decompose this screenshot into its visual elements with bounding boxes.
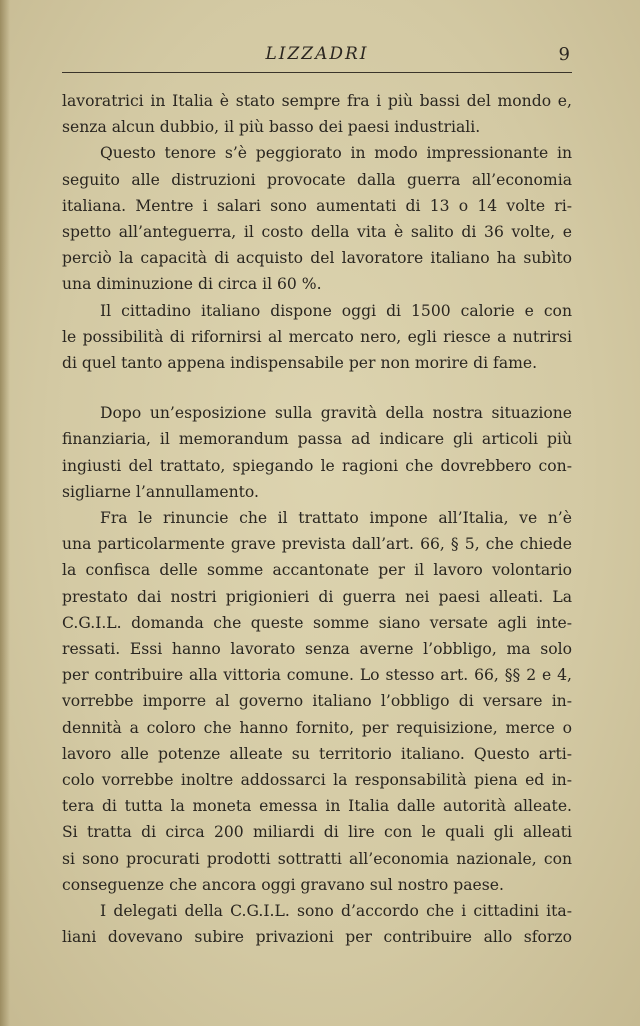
text-line: spetto all’anteguerra, il costo della vita è salito di 36 volte, e	[62, 223, 572, 242]
text-line: conseguenze che ancora oggi gravano sul nostro paese.	[62, 875, 504, 894]
text-line: tera di tutta la moneta emessa in Italia dalle autorità alleate.	[62, 797, 572, 816]
text-line: ressati. Essi hanno lavorato senza averne l’obbligo, ma solo	[62, 640, 572, 659]
text-line: si sono procurati prodotti sottratti all’economia nazionale, con	[62, 849, 572, 868]
text-line: vorrebbe imporre al governo italiano l’obbligo di versare in-	[62, 692, 572, 711]
text-line: ingiusti del trattato, spiegando le ragioni che dovrebbero con-	[62, 456, 572, 475]
text-line: I delegati della C.G.I.L. sono d’accordo che i cittadini ita-	[100, 902, 572, 921]
text-line: le possibilità di rifornirsi al mercato nero, egli riesce a nutrirsi	[62, 327, 572, 346]
paragraph-6	[62, 898, 572, 950]
paragraph-3	[62, 298, 572, 377]
paragraph-4	[62, 400, 572, 505]
text-line: Questo tenore s’è peggiorato in modo impressionante in	[100, 144, 572, 163]
text-line: perciò la capacità di acquisto del lavoratore italiano ha subìto	[62, 249, 572, 268]
paragraph-2	[62, 140, 572, 297]
text-line: Dopo un’esposizione sulla gravità della nostra situazione	[100, 404, 572, 423]
text-line: lavoratrici in Italia è stato sempre fra i più bassi del mondo e,	[62, 92, 572, 110]
text-line: la confisca delle somme accantonate per il lavoro volontario	[62, 561, 572, 580]
text-line: lavoro alle potenze alleate su territorio italiano. Questo arti-	[62, 744, 572, 763]
text-line: finanziaria, il memorandum passa ad indicare gli articoli più	[62, 430, 572, 449]
text-line: sigliarne l’annullamento.	[62, 482, 259, 501]
section-gap	[62, 376, 572, 400]
page-number: 9	[558, 44, 570, 65]
text-line: seguito alle distruzioni provocate dalla guerra all’economia	[62, 170, 572, 189]
body-text	[62, 88, 572, 951]
text-line: una diminuzione di circa il 60 %.	[62, 275, 322, 294]
text-line: Fra le rinuncie che il trattato impone all’Italia, ve n’è	[100, 509, 572, 528]
text-line: una particolarmente grave prevista dall’art. 66, § 5, che chiede	[62, 535, 572, 554]
text-line: italiana. Mentre i salari sono aumentati di 13 o 14 volte ri-	[62, 196, 572, 215]
text-line: dennità a coloro che hanno fornito, per requisizione, merce o	[62, 718, 572, 737]
text-line: senza alcun dubbio, il più basso dei paesi industriali.	[62, 118, 481, 137]
text-line: liani dovevano subire privazioni per contribuire allo sforzo	[62, 928, 572, 947]
paragraph-1	[62, 88, 572, 140]
text-line: per contribuire alla vittoria comune. Lo stesso art. 66, §§ 2 e 4,	[62, 666, 572, 685]
text-line: colo vorrebbe inoltre addossarci la responsabilità piena ed in-	[62, 771, 572, 790]
text-line: Si tratta di circa 200 miliardi di lire con le quali gli alleati	[62, 823, 572, 842]
text-line: Il cittadino italiano dispone oggi di 1500 calorie e con	[100, 301, 572, 320]
text-line: prestato dai nostri prigionieri di guerra nei paesi alleati. La	[62, 587, 572, 606]
text-line: C.G.I.L. domanda che queste somme siano versate agli inte-	[62, 613, 572, 632]
running-title: LIZZADRI	[265, 44, 369, 64]
paragraph-5	[62, 505, 572, 898]
text-line: di quel tanto appena indispensabile per non morire di fame.	[62, 354, 538, 373]
page-header	[62, 42, 572, 73]
